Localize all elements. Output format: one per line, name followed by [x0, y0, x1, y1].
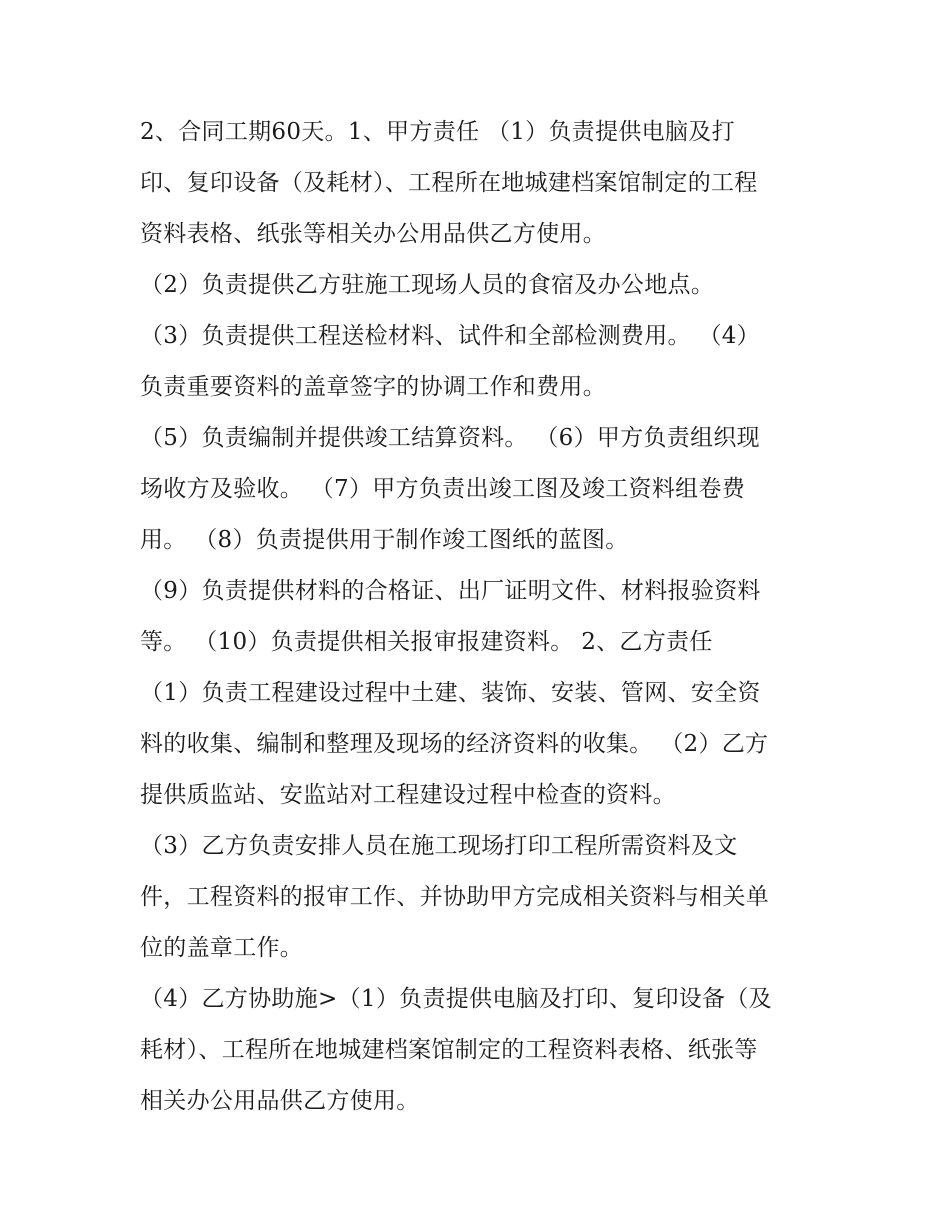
- text-line: 2、合同工期60天。1、甲方责任 （1）负责提供电脑及打: [140, 119, 735, 145]
- text-line: （3）乙方负责安排人员在施工现场打印工程所需资料及文: [140, 833, 738, 859]
- text-line: 等。 （10）负责提供相关报审报建资料。 2、乙方责任: [140, 629, 713, 655]
- text-line: 料的收集、编制和整理及现场的经济资料的收集。 （2）乙方: [140, 731, 769, 757]
- text-line: （4）乙方协助施>（1）负责提供电脑及打印、复印设备（及: [140, 986, 772, 1012]
- text-line: （9）负责提供材料的合格证、出厂证明文件、材料报验资料: [140, 578, 761, 604]
- text-line: 件，工程资料的报审工作、并协助甲方完成相关资料与相关单: [140, 884, 770, 910]
- text-line: （2）负责提供乙方驻施工现场人员的食宿及办公地点。: [140, 272, 715, 298]
- text-line: 用。 （8）负责提供用于制作竣工图纸的蓝图。: [140, 527, 629, 553]
- text-line: 位的盖章工作。: [140, 935, 304, 961]
- text-line: （1）负责工程建设过程中土建、装饰、安装、管网、安全资: [140, 680, 761, 706]
- text-line: 相关办公用品供乙方使用。: [140, 1088, 420, 1114]
- text-line: 耗材）、工程所在地城建档案馆制定的工程资料表格、纸张等: [140, 1037, 758, 1063]
- text-line: 提供质监站、安监站对工程建设过程中检查的资料。: [140, 782, 676, 808]
- text-line: 负责重要资料的盖章签字的协调工作和费用。: [140, 374, 606, 400]
- text-line: 资料表格、纸张等相关办公用品供乙方使用。: [140, 221, 606, 247]
- text-line: （5）负责编制并提供竣工结算资料。 （6）甲方负责组织现: [140, 425, 760, 451]
- document-body: [140, 107, 820, 1127]
- text-line: 场收方及验收。 （7）甲方负责出竣工图及竣工资料组卷费: [140, 476, 746, 502]
- text-line: 印、复印设备（及耗材）、工程所在地城建档案馆制定的工程: [140, 170, 758, 196]
- text-line: （3）负责提供工程送检材料、试件和全部检测费用。 （4）: [140, 323, 760, 349]
